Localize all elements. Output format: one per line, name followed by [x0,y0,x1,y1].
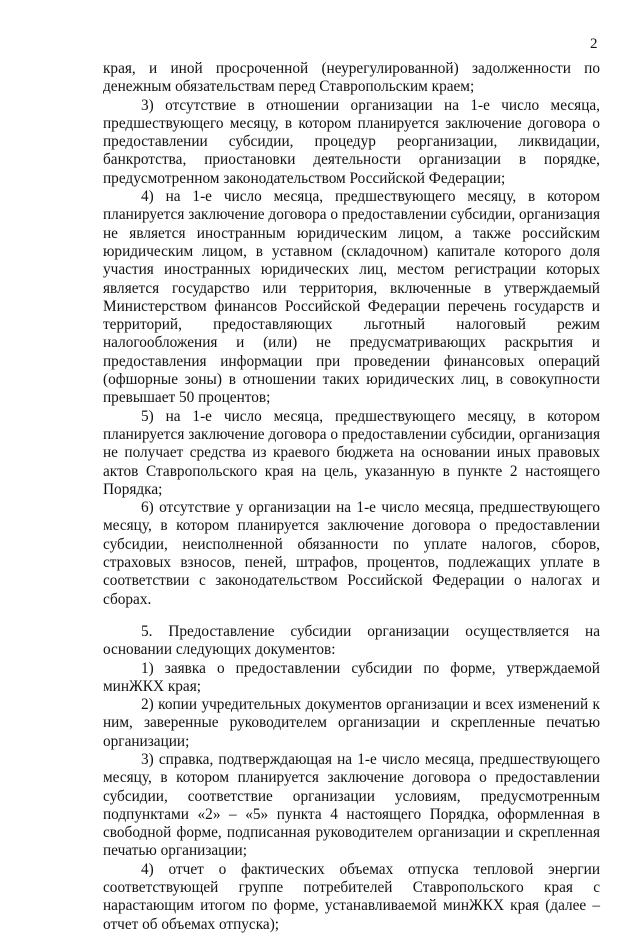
section-gap [103,609,600,623]
paragraph-condition-5: 5) на 1-е число месяца, предшествующего месяцу, в котором планируется заключение договора о предоставлении субсидии, организация не получает средства из краевого бюджета на основании иных правовых актов Ставропольского края на цель, указанную в пункте 2 настоящего Порядка; [103,407,600,498]
paragraph-condition-4: 4) на 1-е число месяца, предшествующего месяцу, в котором планируется заключение договора о предоставлении субсидии, организация не является иностранным юридическим лицом, а также российским юридическим лицом, в уставном (складочном) капитале которого доля участия иностранных юридических лиц, местом регистрации которых является государство или территория, включенные в утверждаемый Министерством финансов Российской Федерации перечень государств и территорий, предоставляющих льготный налоговый режим налогообложения и (или) не предусматривающих раскрытия и предоставления информации при проведении финансовых операций (офшорные зоны) в отношении таких юридических лиц, в совокупности превышает 50 процентов; [103,188,600,407]
page-number: 2 [590,36,598,52]
paragraph-section-5-heading: 5. Предоставление субсидии организации осуществляется на основании следующих документов: [103,622,600,659]
paragraph-document-1: 1) заявка о предоставлении субсидии по форме, утверждаемой минЖКХ края; [103,659,600,695]
paragraph-document-4: 4) отчет о фактических объемах отпуска тепловой энергии соответствующей группе потребителей Ставропольского края с нарастающим итогом по форме, устанавливаемой минЖКХ края (далее – отчет об объемах отпуска); [103,860,600,933]
paragraph-document-3: 3) справка, подтверждающая на 1-е число месяца, предшествующего месяцу, в котором планируется заключение договора о предоставлении субсидии, соответствие организации условиям, предусмотренным подпунктами «2» – «5» пункта 4 настоящего Порядка, оформленная в свободной форме, подписанная руководителем организации и скрепленная печатью организации; [103,750,600,860]
paragraph-debt-continuation: края, и иной просроченной (неурегулированной) задолженности по денежным обязательствам перед Ставропольским краем; [103,60,600,96]
paragraph-document-2: 2) копии учредительных документов организации и всех изменений к ним, заверенные руководителем организации и скрепленные печатью организации; [103,696,600,750]
paragraph-condition-3: 3) отсутствие в отношении организации на 1-е число месяца, предшествующего месяцу, в котором планируется заключение договора о предоставлении субсидии, процедур реорганизации, ликвидации, банкротства, приостановки деятельности организации в порядке, предусмотренном законодательством Российской Федерации; [103,96,600,187]
paragraph-condition-6: 6) отсутствие у организации на 1-е число месяца, предшествующего месяцу, в котором планируется заключение договора о предоставлении субсидии, неисполненной обязанности по уплате налогов, сборов, страховых взносов, пеней, штрафов, процентов, подлежащих уплате в соответствии с законодательством Российской Федерации о налогах и сборах. [103,499,600,608]
document-body [103,60,600,934]
